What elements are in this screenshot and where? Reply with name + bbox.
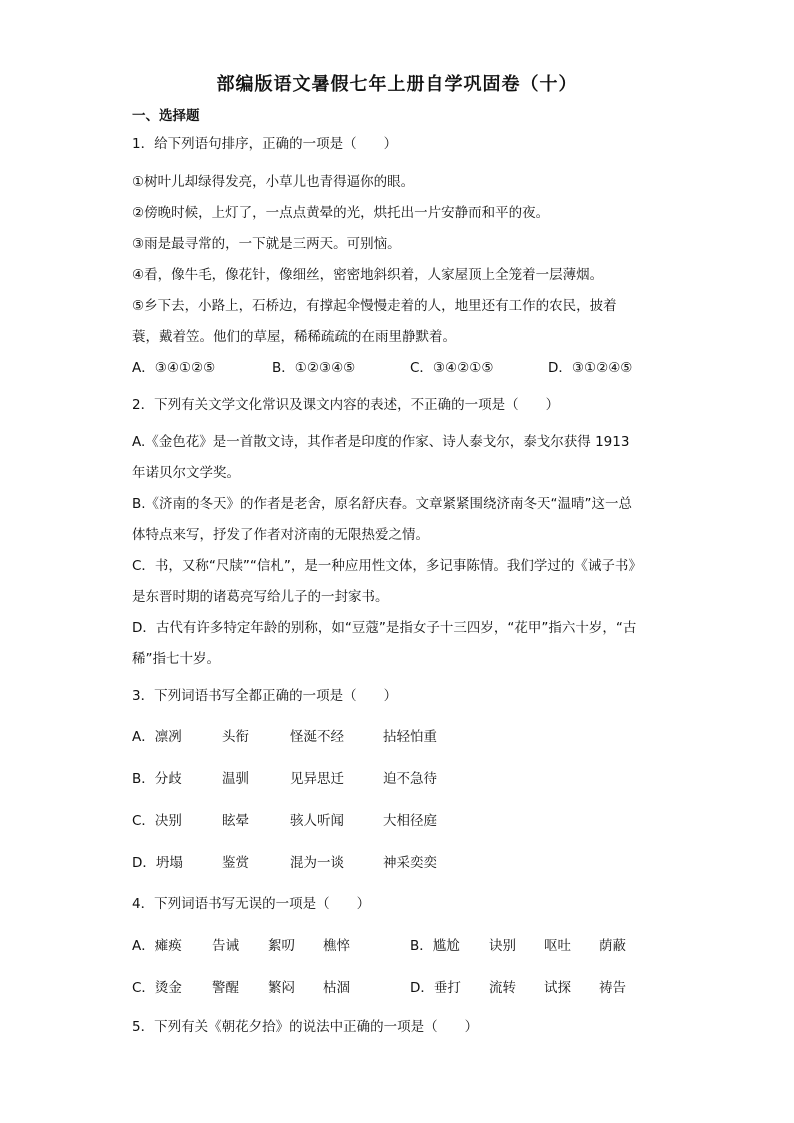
q4-d-word-3: 试探 bbox=[544, 980, 571, 996]
q3-c-word-4: 大相径庭 bbox=[383, 813, 437, 829]
q4-d-word-2: 流转 bbox=[489, 980, 516, 996]
q3-d-word-4: 神采奕奕 bbox=[383, 855, 437, 871]
q1-sentence-1: ①树叶儿却绿得发亮，小草儿也青得逼你的眼。 bbox=[132, 174, 415, 190]
q4-d-word-4: 祷告 bbox=[599, 980, 626, 996]
q1-option-a: A．③④①②⑤ bbox=[132, 360, 216, 376]
q1-sentence-3: ③雨是最寻常的，一下就是三两天。可别恼。 bbox=[132, 236, 401, 252]
q1-option-b: B．①②③④⑤ bbox=[272, 360, 356, 376]
q3-d-word-1: D．坍塌 bbox=[132, 855, 183, 871]
q3-d-word-3: 混为一谈 bbox=[290, 855, 344, 871]
question-4-stem: 4．下列词语书写无误的一项是（ ） bbox=[132, 896, 371, 912]
q4-b-word-2: 诀别 bbox=[489, 938, 516, 954]
q1-sentence-5-line1: ⑤乡下去，小路上，石桥边，有撑起伞慢慢走着的人，地里还有工作的农民，披着 bbox=[132, 298, 617, 314]
q3-d-word-2: 鉴赏 bbox=[222, 855, 249, 871]
q2-option-b-line1: B.《济南的冬天》的作者是老舍，原名舒庆春。文章紧紧围绕济南冬天“温晴”这一总 bbox=[132, 496, 633, 512]
q3-a-word-3: 怪涎不经 bbox=[290, 729, 344, 745]
question-5-stem: 5．下列有关《朝花夕拾》的说法中正确的一项是（ ） bbox=[132, 1019, 479, 1035]
q2-option-d-line2: 稀”指七十岁。 bbox=[132, 651, 220, 667]
q3-c-word-3: 骇人听闻 bbox=[290, 813, 344, 829]
page-title: 部编版语文暑假七年上册自学巩固卷（十） bbox=[216, 74, 578, 95]
q1-option-d: D．③①②④⑤ bbox=[548, 360, 633, 376]
q2-option-a-line2: 年诺贝尔文学奖。 bbox=[132, 465, 240, 481]
question-1-stem: 1．给下列语句排序，正确的一项是（ ） bbox=[132, 136, 398, 152]
q4-c-word-3: 繁闷 bbox=[268, 980, 295, 996]
q1-sentence-2: ②傍晚时候，上灯了，一点点黄晕的光，烘托出一片安静而和平的夜。 bbox=[132, 205, 550, 221]
q3-b-word-3: 见异思迁 bbox=[290, 771, 344, 787]
q4-b-word-3: 呕吐 bbox=[544, 938, 571, 954]
q4-b-word-1: B．尴尬 bbox=[410, 938, 460, 954]
q3-b-word-4: 迫不急待 bbox=[383, 771, 437, 787]
q2-option-d-line1: D．古代有许多特定年龄的别称，如“豆蔻”是指女子十三四岁，“花甲”指六十岁，“古 bbox=[132, 620, 637, 636]
q1-sentence-4: ④看，像牛毛，像花针，像细丝，密密地斜织着，人家屋顶上全笼着一层薄烟。 bbox=[132, 267, 604, 283]
q3-c-word-1: C．决别 bbox=[132, 813, 182, 829]
q4-c-word-1: C．烫金 bbox=[132, 980, 182, 996]
q4-a-word-4: 樵悴 bbox=[323, 938, 350, 954]
q2-option-a-line1: A.《金色花》是一首散文诗，其作者是印度的作家、诗人泰戈尔，泰戈尔获得 1913 bbox=[132, 434, 630, 450]
q3-b-word-2: 温驯 bbox=[222, 771, 249, 787]
q4-a-word-2: 告诫 bbox=[212, 938, 239, 954]
q4-a-word-1: A．瘫痪 bbox=[132, 938, 182, 954]
q2-option-b-line2: 体特点来写，抒发了作者对济南的无限热爱之情。 bbox=[132, 527, 429, 543]
q3-a-word-1: A．凛冽 bbox=[132, 729, 182, 745]
q4-a-word-3: 絮叨 bbox=[268, 938, 295, 954]
q3-c-word-2: 眩晕 bbox=[222, 813, 249, 829]
q3-b-word-1: B．分歧 bbox=[132, 771, 182, 787]
q3-a-word-2: 头衔 bbox=[222, 729, 249, 745]
section-heading: 一、选择题 bbox=[132, 108, 200, 124]
question-3-stem: 3．下列词语书写全都正确的一项是（ ） bbox=[132, 688, 398, 704]
question-2-stem: 2．下列有关文学文化常识及课文内容的表述，不正确的一项是（ ） bbox=[132, 397, 560, 413]
q2-option-c-line2: 是东晋时期的诸葛亮写给儿子的一封家书。 bbox=[132, 589, 389, 605]
q1-sentence-5-line2: 蓑，戴着笠。他们的草屋，稀稀疏疏的在雨里静默着。 bbox=[132, 329, 456, 345]
q3-a-word-4: 拈轻怕重 bbox=[383, 729, 437, 745]
q4-b-word-4: 荫蔽 bbox=[599, 938, 626, 954]
q2-option-c-line1: C．书，又称“尺牍”“信札”，是一种应用性文体，多记事陈情。我们学过的《诫子书》 bbox=[132, 558, 642, 574]
q4-c-word-4: 枯涸 bbox=[323, 980, 350, 996]
q1-option-c: C．③④②①⑤ bbox=[410, 360, 494, 376]
q4-d-word-1: D．垂打 bbox=[410, 980, 461, 996]
q4-c-word-2: 警醒 bbox=[212, 980, 239, 996]
